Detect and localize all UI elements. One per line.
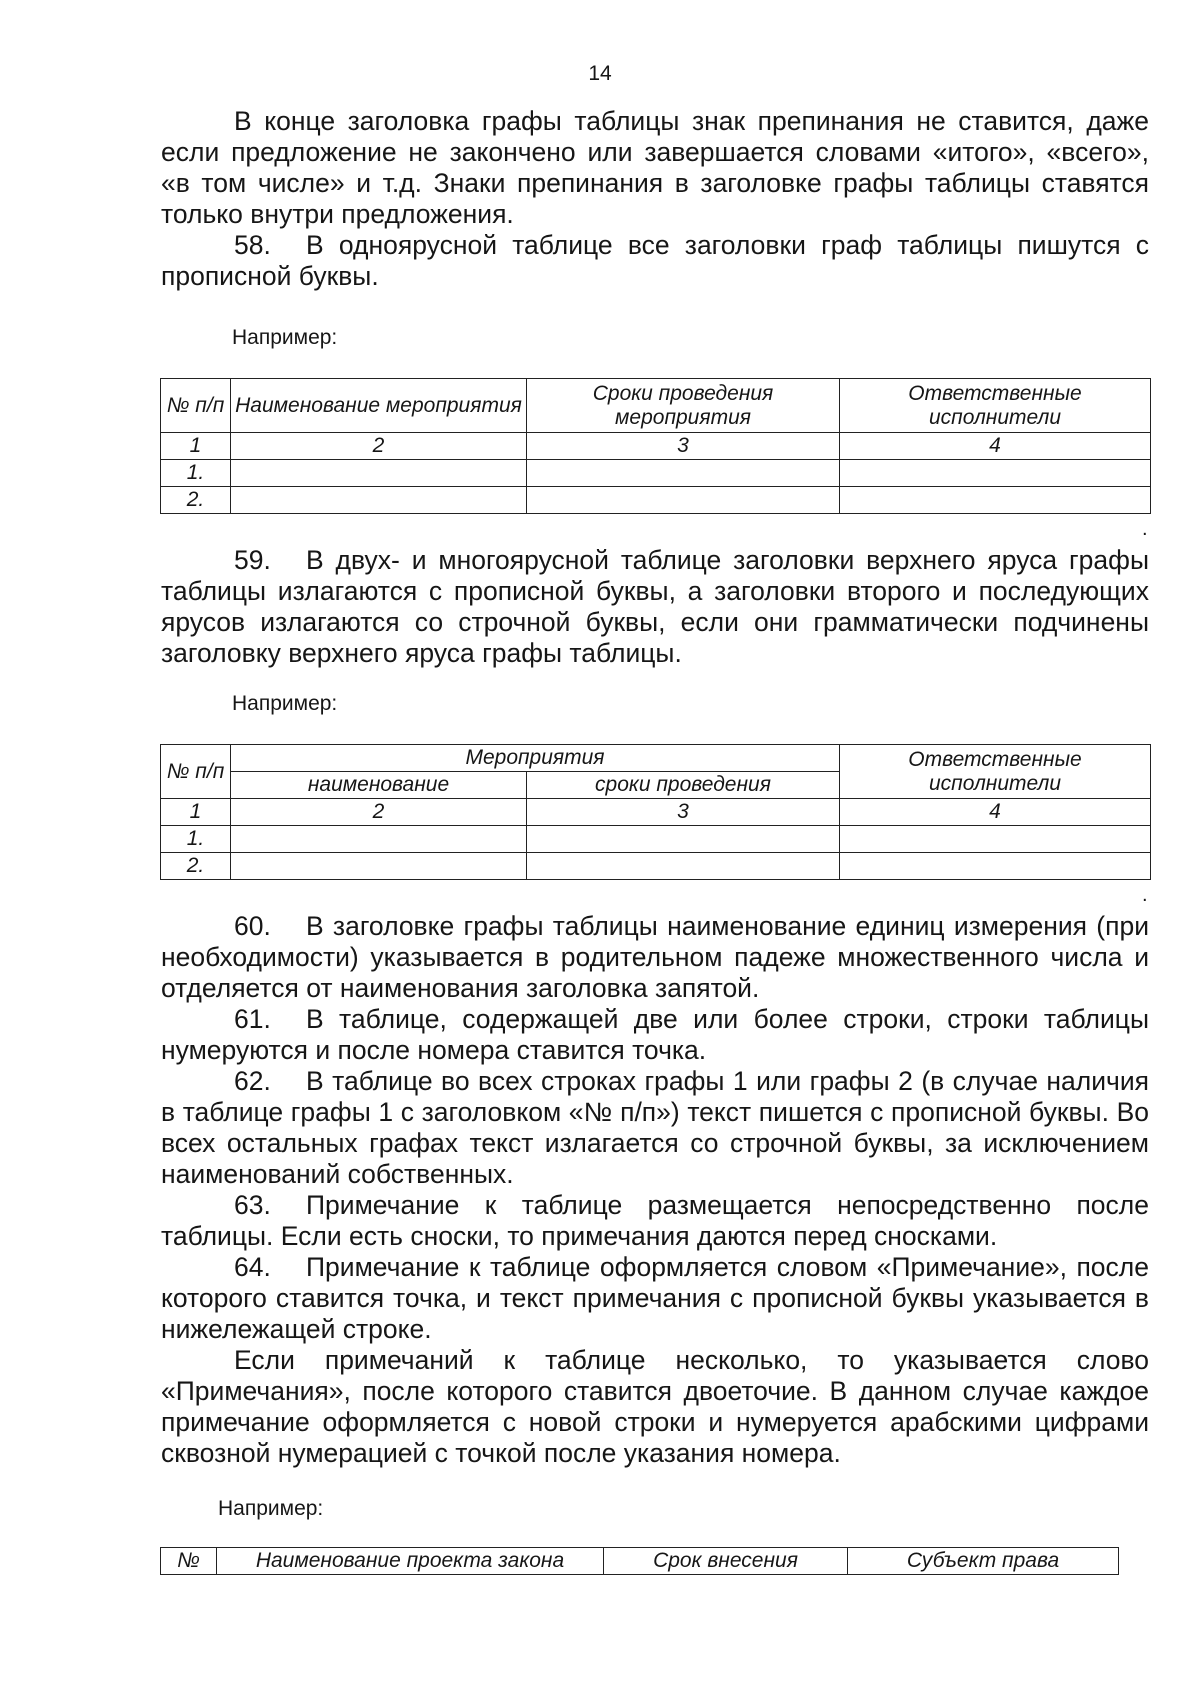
paragraph-59	[161, 545, 1149, 669]
example-label: Например:	[218, 1497, 324, 1520]
example-table-two-tier	[160, 744, 1151, 880]
paragraph-number: 64.	[234, 1252, 271, 1282]
paragraph-text: В двух- и многоярусной таблице заголовки верхнего яруса графы таблицы излагаются с прописной буквы, а заголовки второго и последующих ярусов излагаются со строчной буквы, если они грамматически подчинены заголовку верхнего яруса графы таблицы.	[161, 545, 1149, 668]
header-cell-submission-term: Срок внесения	[604, 1548, 848, 1575]
table-column-numbers-row	[161, 433, 1151, 460]
table-header-row	[161, 379, 1151, 433]
paragraph-header-punctuation: В конце заголовка графы таблицы знак препинания не ставится, даже если предложение не закончено или завершается словами «итого», «всего», «в том числе» и т.д. Знаки препинания в заголовке графы таблицы ставятся только внутри предложения.	[161, 106, 1149, 229]
table-cell	[527, 460, 840, 487]
table-cell	[231, 853, 527, 880]
table-cell	[231, 826, 527, 853]
column-number-cell: 3	[527, 433, 840, 460]
table-column-numbers-row	[161, 799, 1151, 826]
column-number-cell: 1	[161, 433, 231, 460]
paragraph-text: В таблице, содержащей две или более строки, строки таблицы нумеруются и после номера ставится точка.	[161, 1004, 1149, 1065]
header-cell-name: наименование	[231, 772, 527, 799]
table-row	[161, 826, 1151, 853]
table-cell	[840, 826, 1151, 853]
example-table-law-projects	[160, 1547, 1119, 1575]
paragraph-text: В одноярусной таблице все заголовки граф таблицы пишутся с прописной буквы.	[161, 230, 1149, 291]
table-cell	[840, 487, 1151, 514]
table-row	[161, 853, 1151, 880]
column-number-cell: 3	[527, 799, 840, 826]
trailing-dot: .	[1142, 518, 1148, 540]
column-number-cell: 2	[231, 433, 527, 460]
table-cell	[840, 460, 1151, 487]
text-block-intro	[161, 106, 1149, 292]
table-cell	[527, 853, 840, 880]
header-cell-terms: Сроки проведения мероприятия	[527, 379, 840, 433]
paragraph-number: 59.	[234, 545, 271, 575]
paragraph-text: В заголовке графы таблицы наименование единиц измерения (при необходимости) указывается в родительном падеже множественного числа и отделяется от наименования заголовка запятой.	[161, 911, 1149, 1003]
paragraph-60	[161, 911, 1149, 1004]
header-cell-responsible: Ответственные исполнители	[840, 379, 1151, 433]
example-label: Например:	[232, 326, 338, 349]
example-label: Например:	[232, 692, 338, 715]
table-header-row	[161, 1548, 1119, 1575]
row-number-cell: 2.	[161, 487, 231, 514]
header-cell-legal-subject: Субъект права	[848, 1548, 1119, 1575]
paragraph-number: 62.	[234, 1066, 271, 1096]
header-cell-number: № п/п	[161, 745, 231, 799]
column-number-cell: 4	[840, 799, 1151, 826]
paragraph-text: Примечание к таблице оформляется словом «Примечание», после которого ставится точка, и текст примечания с прописной буквы указывается в нижележащей строке.	[161, 1252, 1149, 1344]
table-cell	[527, 487, 840, 514]
header-cell-name: Наименование мероприятия	[231, 379, 527, 433]
row-number-cell: 1.	[161, 460, 231, 487]
table-row	[161, 460, 1151, 487]
paragraph-number: 61.	[234, 1004, 271, 1034]
row-number-cell: 2.	[161, 853, 231, 880]
table-cell	[231, 460, 527, 487]
header-cell-number: №	[161, 1548, 217, 1575]
text-block-rules	[161, 911, 1149, 1469]
paragraph-63	[161, 1190, 1149, 1252]
column-number-cell: 4	[840, 433, 1151, 460]
paragraph-notes-plural: Если примечаний к таблице несколько, то указывается слово «Примечания», после которого ставится двоеточие. В данном случае каждое примечание оформляется с новой строки и нумеруется арабскими цифрами сквозной нумерацией с точкой после указания номера.	[161, 1345, 1149, 1468]
page-number: 14	[588, 62, 612, 85]
paragraph-64	[161, 1252, 1149, 1345]
table-header-row-top	[161, 745, 1151, 772]
table-cell	[840, 853, 1151, 880]
paragraph-number: 60.	[234, 911, 271, 941]
column-number-cell: 2	[231, 799, 527, 826]
header-cell-number: № п/п	[161, 379, 231, 433]
header-cell-events: Мероприятия	[231, 745, 840, 772]
table-row	[161, 487, 1151, 514]
paragraph-58	[161, 230, 1149, 292]
paragraph-text: В таблице во всех строках графы 1 или графы 2 (в случае наличия в таблице графы 1 с заголовком «№ п/п») текст пишется с прописной буквы. Во всех остальных графах текст излагается со строчной буквы, за исключением наименований собственных.	[161, 1066, 1149, 1189]
example-table-single-tier	[160, 378, 1151, 514]
paragraph-62	[161, 1066, 1149, 1190]
row-number-cell: 1.	[161, 826, 231, 853]
paragraph-number: 58.	[234, 230, 271, 260]
paragraph-text: Примечание к таблице размещается непосредственно после таблицы. Если есть сноски, то примечания даются перед сносками.	[161, 1190, 1149, 1251]
header-cell-project-name: Наименование проекта закона	[217, 1548, 604, 1575]
table-cell	[231, 487, 527, 514]
header-cell-responsible: Ответственные исполнители	[840, 745, 1151, 799]
header-cell-terms: сроки проведения	[527, 772, 840, 799]
column-number-cell: 1	[161, 799, 231, 826]
text-block-multi-tier	[161, 545, 1149, 669]
table-cell	[527, 826, 840, 853]
paragraph-number: 63.	[234, 1190, 271, 1220]
paragraph-61	[161, 1004, 1149, 1066]
trailing-dot: .	[1142, 884, 1148, 906]
